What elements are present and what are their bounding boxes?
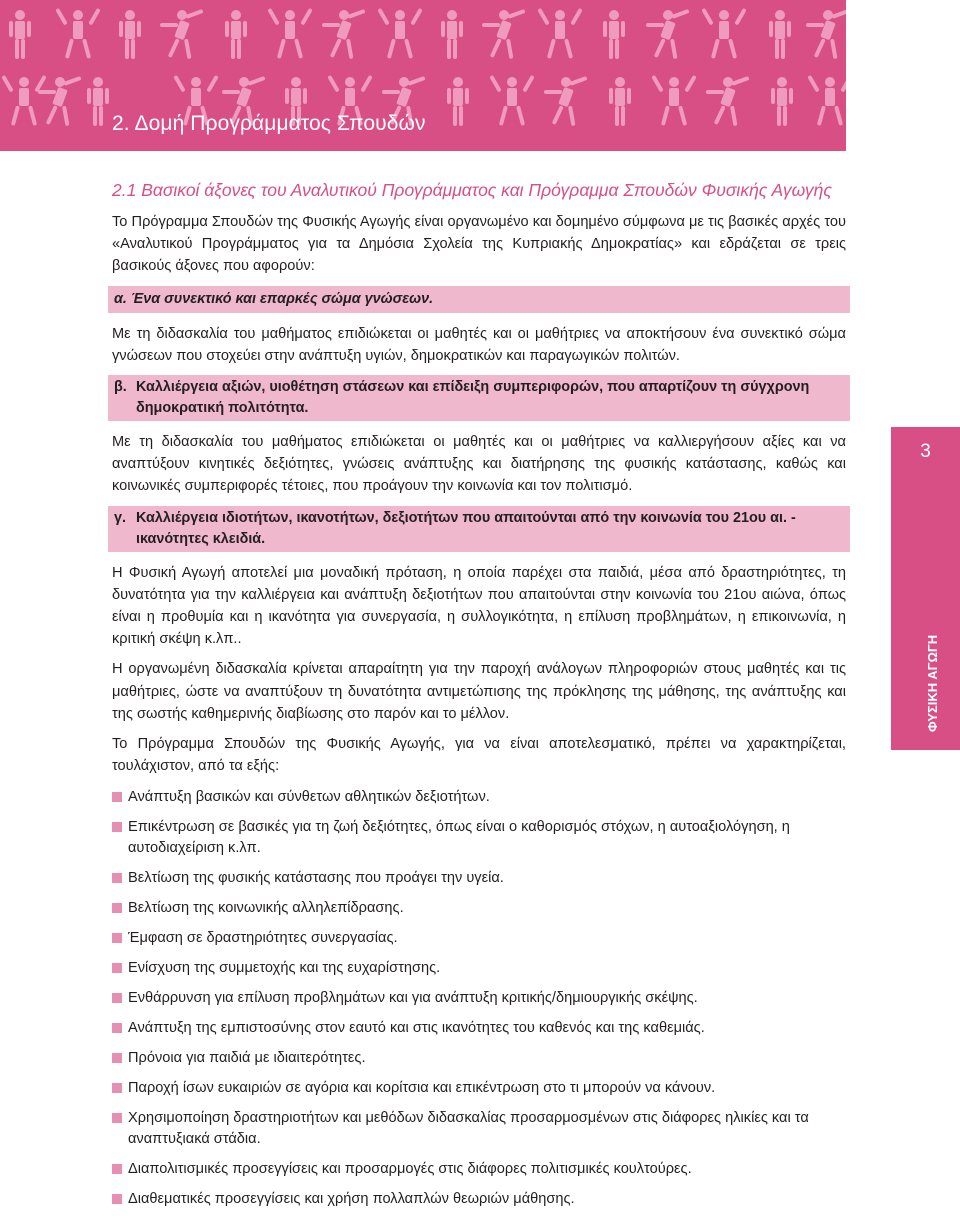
axis-b-marker: β. — [114, 379, 127, 396]
square-bullet-icon — [112, 792, 122, 802]
list-item: Διαπολιτισμικές προσεγγίσεις και προσαρμογές στις διάφορες πολιτισμικές κουλτούρες. — [112, 1159, 846, 1180]
axis-c-title: Καλλιέργεια ιδιοτήτων, ικανοτήτων, δεξιοτήτων που απαιτούνται από την κοινωνία του 21ου αι. - ικανότητες κλειδιά. — [136, 509, 796, 547]
axis-b-heading — [108, 375, 850, 421]
list-item: Βελτίωση της φυσικής κατάστασης που προάγει την υγεία. — [112, 868, 846, 889]
organized-teaching-paragraph: Η οργανωμένη διδασκαλία κρίνεται απαραίτητη για την παροχή ανάλογων πληροφοριών στους μαθητές και τις μαθήτριες, ώστε να αναπτύξουν τη δυνατότητα αντιμετώπισης της πρόκλησης της μάθησης, της ανάπτυξης και της σωστής καθημερινής διαβίωσης στο παρόν και το μέλλον. — [112, 661, 846, 722]
square-bullet-icon — [112, 963, 122, 973]
list-item: Βελτίωση της κοινωνικής αλληλεπίδρασης. — [112, 898, 846, 919]
list-item: Χρησιμοποίηση δραστηριοτήτων και μεθόδων διδασκαλίας προσαρμοσμένων στις διάφορες ηλικίες και τα αναπτυξιακά στάδια. — [112, 1108, 846, 1150]
axis-b-paragraph: Με τη διδασκαλία του μαθήματος επιδιώκεται οι μαθητές και οι μαθήτριες να καλλιεργήσουν αξίες και να αναπτύξουν κινητικές δεξιότητες, γνώσεις ανάπτυξης και διατήρησης της φυσικής κατάστασης, καθώς και κοινωνικές συμπεριφορές τέτοιες, που προάγουν την κοινωνία και τον πολιτισμό. — [112, 434, 846, 495]
square-bullet-icon — [112, 822, 122, 832]
list-item: Παροχή ίσων ευκαιριών σε αγόρια και κορίτσια και επικέντρωση στο τι μπορούν να κάνουν. — [112, 1078, 846, 1099]
square-bullet-icon — [112, 1113, 122, 1123]
list-item: Ενίσχυση της συμμετοχής και της ευχαρίστησης. — [112, 958, 846, 979]
square-bullet-icon — [112, 1023, 122, 1033]
square-bullet-icon — [112, 1164, 122, 1174]
subject-label: ΦΥΣΙΚΗ ΑΓΩΓΗ — [925, 634, 940, 732]
axis-c-paragraph: Η Φυσική Αγωγή αποτελεί μια μοναδική πρόταση, η οποία παρέχει στα παιδιά, μέσα από δραστηριότητες, τη δυνατότητα για την καλλιέργεια και ανάπτυξη δεξιοτήτων που απαιτούνται στην κοινωνία του 21ου αιώνα, όπως είναι η προθυμία και η ικανότητα για συνεργασία, η συλλογικότητα, η επίλυση προβλημάτων, η επικοινωνία, η κριτική σκέψη κ.λπ.. — [112, 564, 846, 648]
square-bullet-icon — [112, 1083, 122, 1093]
axis-c-marker: γ. — [114, 509, 127, 526]
intro-paragraph: Το Πρόγραμμα Σπουδών της Φυσικής Αγωγής είναι οργανωμένο και δομημένο σύμφωνα με τις βασικές αρχές του «Αναλυτικού Προγράμματος για τα Δημόσια Σχολεία της Κυπριακής Δημοκρατίας» και εδράζεται σε τρεις βασικούς άξονες που αφορούν: — [112, 214, 846, 275]
list-item: Επικέντρωση σε βασικές για τη ζωή δεξιότητες, όπως είναι ο καθορισμός στόχων, η αυτοαξιολόγηση, η αυτοδιαχείριση κ.λπ. — [112, 817, 846, 859]
characteristics-list — [112, 787, 846, 1210]
square-bullet-icon — [112, 933, 122, 943]
square-bullet-icon — [112, 1053, 122, 1063]
main-content — [112, 178, 846, 1219]
section-heading: 2.1 Βασικοί άξονες του Αναλυτικού Προγράμματος και Πρόγραμμα Σπουδών Φυσικής Αγωγής — [112, 180, 832, 200]
page-number: 3 — [920, 441, 931, 462]
axis-a-title: Ένα συνεκτικό και επαρκές σώμα γνώσεων. — [130, 290, 434, 307]
axis-c-heading — [108, 506, 850, 552]
square-bullet-icon — [112, 993, 122, 1003]
header-banner — [0, 0, 846, 151]
square-bullet-icon — [112, 1194, 122, 1204]
list-item: Ανάπτυξη βασικών και σύνθετων αθλητικών δεξιοτήτων. — [112, 787, 846, 808]
list-item: Διαθεματικές προσεγγίσεις και χρήση πολλαπλών θεωριών μάθησης. — [112, 1189, 846, 1210]
list-item: Πρόνοια για παιδιά με ιδιαιτερότητες. — [112, 1048, 846, 1069]
list-item: Έμφαση σε δραστηριότητες συνεργασίας. — [112, 928, 846, 949]
square-bullet-icon — [112, 903, 122, 913]
axis-a-heading — [108, 286, 850, 313]
characteristics-intro-paragraph: Το Πρόγραμμα Σπουδών της Φυσικής Αγωγής, για να είναι αποτελεσματικό, πρέπει να χαρακτηρίζεται, τουλάχιστον, από τα εξής: — [112, 736, 846, 775]
chapter-title: 2. Δομή Προγράμματος Σπουδών — [112, 112, 426, 135]
list-item: Ανάπτυξη της εμπιστοσύνης στον εαυτό και στις ικανότητες του καθενός και της καθεμιάς. — [112, 1018, 846, 1039]
side-tab — [891, 427, 960, 750]
axis-a-marker: α. — [114, 290, 127, 307]
axis-b-title: Καλλιέργεια αξιών, υιοθέτηση στάσεων και επίδειξη συμπεριφορών, που απαρτίζουν τη σύγχρονη δημοκρατική πολιτότητα. — [136, 379, 810, 417]
square-bullet-icon — [112, 873, 122, 883]
axis-a-paragraph: Με τη διδασκαλία του μαθήματος επιδιώκεται οι μαθητές και οι μαθήτριες να αποκτήσουν ένα συνεκτικό σώμα γνώσεων που στοχεύει στην ανάπτυξη υγιών, δημοκρατικών και παραγωγικών πολιτών. — [112, 325, 846, 364]
list-item: Ενθάρρυνση για επίλυση προβλημάτων και για ανάπτυξη κριτικής/δημιουργικής σκέψης. — [112, 988, 846, 1009]
